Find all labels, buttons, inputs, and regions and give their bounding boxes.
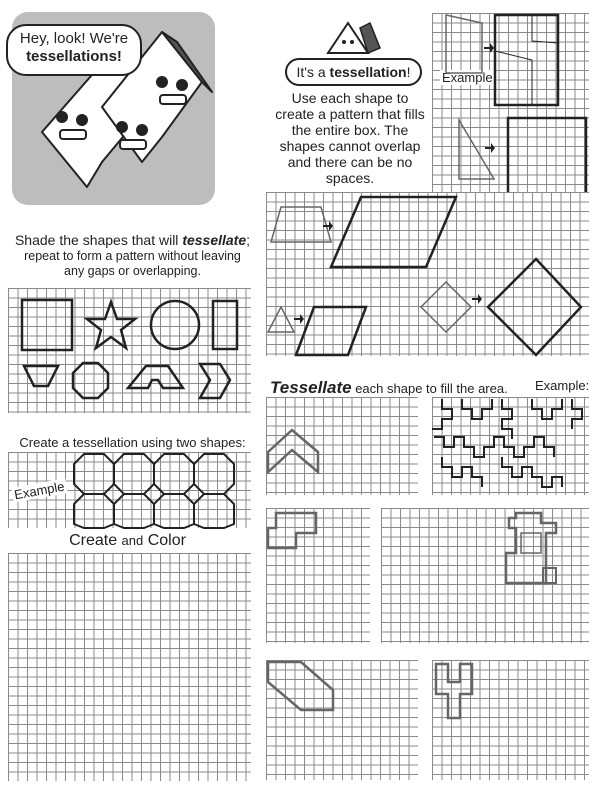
speech-bubble-right <box>285 58 422 86</box>
tooth-shape <box>432 660 589 780</box>
tessellate-heading-em: Tessellate <box>270 378 352 397</box>
example-label: Example <box>442 70 493 85</box>
shade-line-1-prefix: Shade the shapes that will <box>14 232 183 248</box>
middle-right-shapes <box>266 192 589 356</box>
hexagon-shape <box>266 660 418 780</box>
tessellate-heading-rest: each shape to fill the area. <box>351 381 508 396</box>
shape-chevron <box>200 364 230 398</box>
create-color-grid[interactable] <box>8 553 251 781</box>
shade-line-1-suffix: ; <box>246 232 251 248</box>
instructions <box>270 90 430 186</box>
color-word: Color <box>147 532 186 549</box>
shade-line-3: any gaps or overlapping. <box>64 263 201 278</box>
shade-shapes <box>8 288 251 413</box>
bubble-bold: tessellation <box>329 64 407 80</box>
instructions-line: Use each shape to <box>291 90 409 106</box>
blocky-example <box>381 508 589 643</box>
and-word: and <box>121 533 144 548</box>
small-character-art <box>320 18 400 58</box>
chevron-shape <box>266 397 418 495</box>
shade-line-2: repeat to form a pattern without leaving <box>24 248 241 263</box>
speech-bubble-left <box>6 24 142 76</box>
create-color-heading <box>0 532 255 550</box>
shape-star <box>87 302 135 348</box>
two-shapes-example-label: Example <box>13 478 66 503</box>
shape-octagon <box>73 363 108 398</box>
shade-instructions <box>0 232 265 279</box>
instructions-line: shapes cannot overlap <box>279 138 421 154</box>
create-word: Create <box>69 532 118 549</box>
bubble-line-2: tessellations! <box>26 48 122 65</box>
shape-square <box>22 300 72 350</box>
tessellate-example-label: Example: <box>535 378 590 393</box>
shade-line-1 <box>0 232 265 249</box>
bubble-suffix: ! <box>406 64 411 80</box>
shape-house <box>128 366 183 388</box>
shade-line-1-em: tessellate <box>182 232 247 248</box>
two-shapes-heading: Create a tessellation using two shapes: <box>19 435 246 450</box>
bubble-prefix: It's a <box>296 64 330 80</box>
instructions-line: the entire box. The <box>291 122 409 138</box>
tessellate-heading <box>270 378 508 398</box>
instructions-line: and there can be no <box>287 154 413 170</box>
bubble-line-1: Hey, look! We're <box>19 30 129 47</box>
blocky-shape <box>266 508 370 643</box>
shape-rectangle <box>213 301 237 349</box>
shape-trapezoid <box>24 366 58 386</box>
shape-circle <box>151 301 199 349</box>
instructions-line: spaces. <box>325 170 375 186</box>
instructions-line: create a pattern that fills <box>275 106 425 122</box>
cross-tessellation-example <box>432 397 589 495</box>
